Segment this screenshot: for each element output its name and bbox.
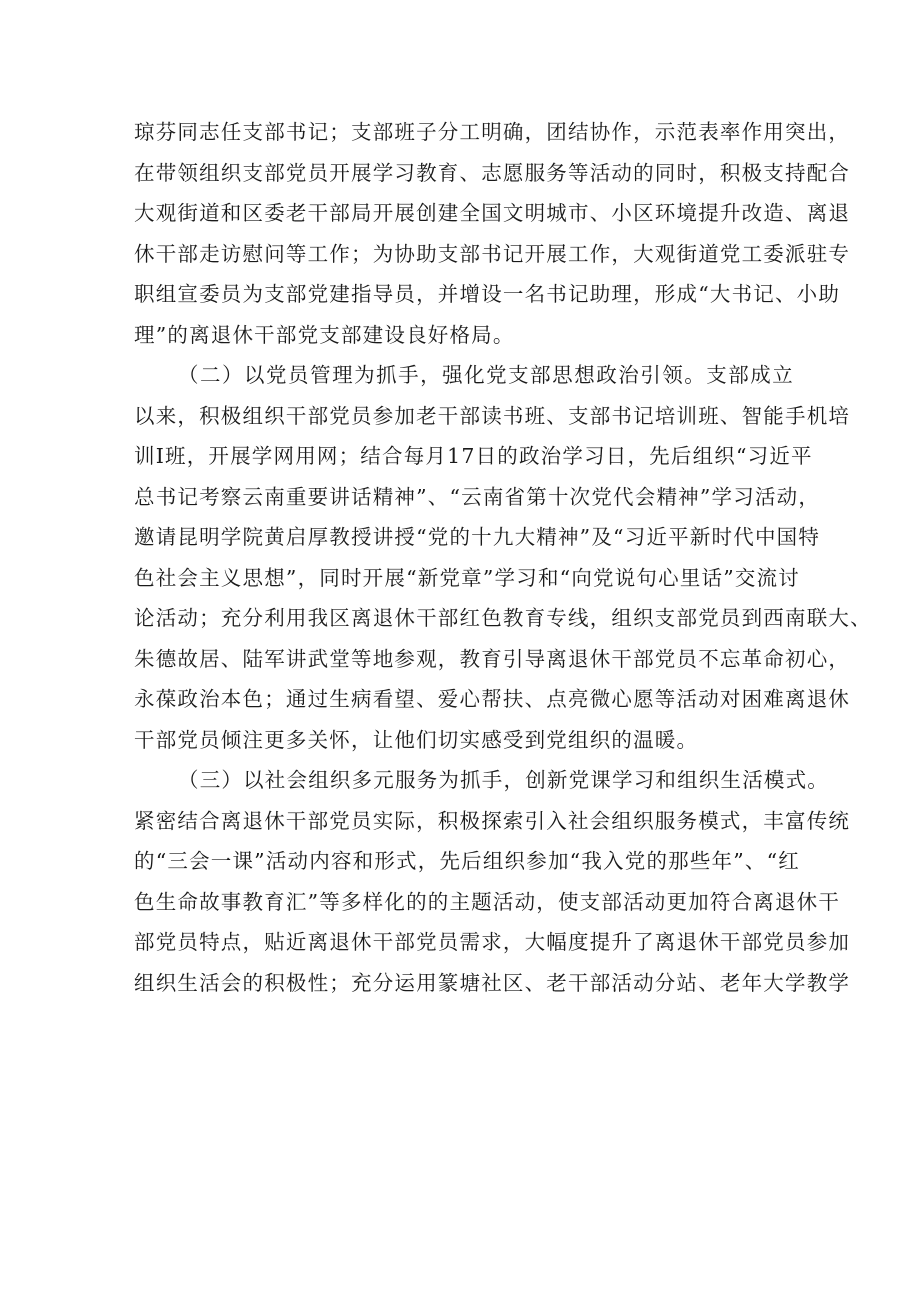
text-line: 色生命故事教育汇”等多样化的的主题活动，使支部活动更加符合离退休干	[134, 889, 841, 914]
text-line: 紧密结合离退休干部党员实际，积极探索引入社会组织服务模式，丰富传统	[134, 808, 851, 833]
paragraph-3	[134, 760, 851, 1003]
text-line: 邀请昆明学院黄启厚教授讲授“党的十九大精神”及“习近平新时代中国特	[134, 525, 821, 549]
text-line: 总书记考察云南重要讲话精神”、“云南省第十次党代会精神”学习活动，	[134, 484, 821, 509]
text-line: 职组宣委员为支部党建指导员，并增设一名书记助理，形成“大书记、小助	[134, 282, 841, 306]
text-line: 在带领组织支部党员开展学习教育、志愿服务等活动的同时，积极支持配合	[134, 160, 851, 185]
section-heading-line: （二）以党员管理为抓手，强化党支部思想政治引领。支部成立	[178, 363, 794, 387]
text-line: 的“三会一课”活动内容和形式，先后组织参加“我入党的那些年”、“红	[134, 849, 800, 873]
text-line: 组织生活会的积极性；充分运用篆塘社区、老干部活动分站、老年大学教学	[134, 970, 851, 995]
text-line: 理”的离退休干部党支部建设良好格局。	[134, 322, 515, 347]
text-line: 训Ⅰ班，开展学网用网；结合每月17日的政治学习日，先后组织“习近平	[134, 444, 813, 468]
text-line: 琼芬同志任支部书记；支部班子分工明确，团结协作，示范表率作用突出，	[134, 120, 851, 144]
text-line: 永葆政治本色；通过生病看望、爱心帮扶、点亮微心愿等活动对困难离退休	[134, 687, 851, 711]
paragraph-1	[134, 112, 851, 355]
text-line: 干部党员倾注更多关怀，让他们切实感受到党组织的温暖。	[134, 727, 699, 752]
text-line: 部党员特点，贴近离退休干部党员需求，大幅度提升了离退休干部党员参加	[134, 930, 851, 954]
paragraph-2	[134, 355, 872, 760]
text-line: 大观街道和区委老干部局开展创建全国文明城市、小区环境提升改造、离退	[134, 201, 851, 225]
text-line: 论活动；充分利用我区离退休干部红色教育专线，组织支部党员到西南联大、	[134, 606, 872, 630]
section-heading-line: （三）以社会组织多元服务为抓手，创新党课学习和组织生活模式。	[178, 768, 829, 792]
text-line: 朱德故居、陆军讲武堂等地参观，教育引导离退休干部党员不忘革命初心，	[134, 646, 851, 671]
document-body	[134, 112, 872, 1003]
text-line: 休干部走访慰问等工作；为协助支部书记开展工作，大观街道党工委派驻专	[134, 241, 851, 266]
text-line: 以来，积极组织干部党员参加老干部读书班、支部书记培训班、智能手机培	[134, 403, 851, 428]
text-line: 色社会主义思想”，同时开展“新党章”学习和“向党说句心里话”交流讨	[134, 565, 800, 590]
